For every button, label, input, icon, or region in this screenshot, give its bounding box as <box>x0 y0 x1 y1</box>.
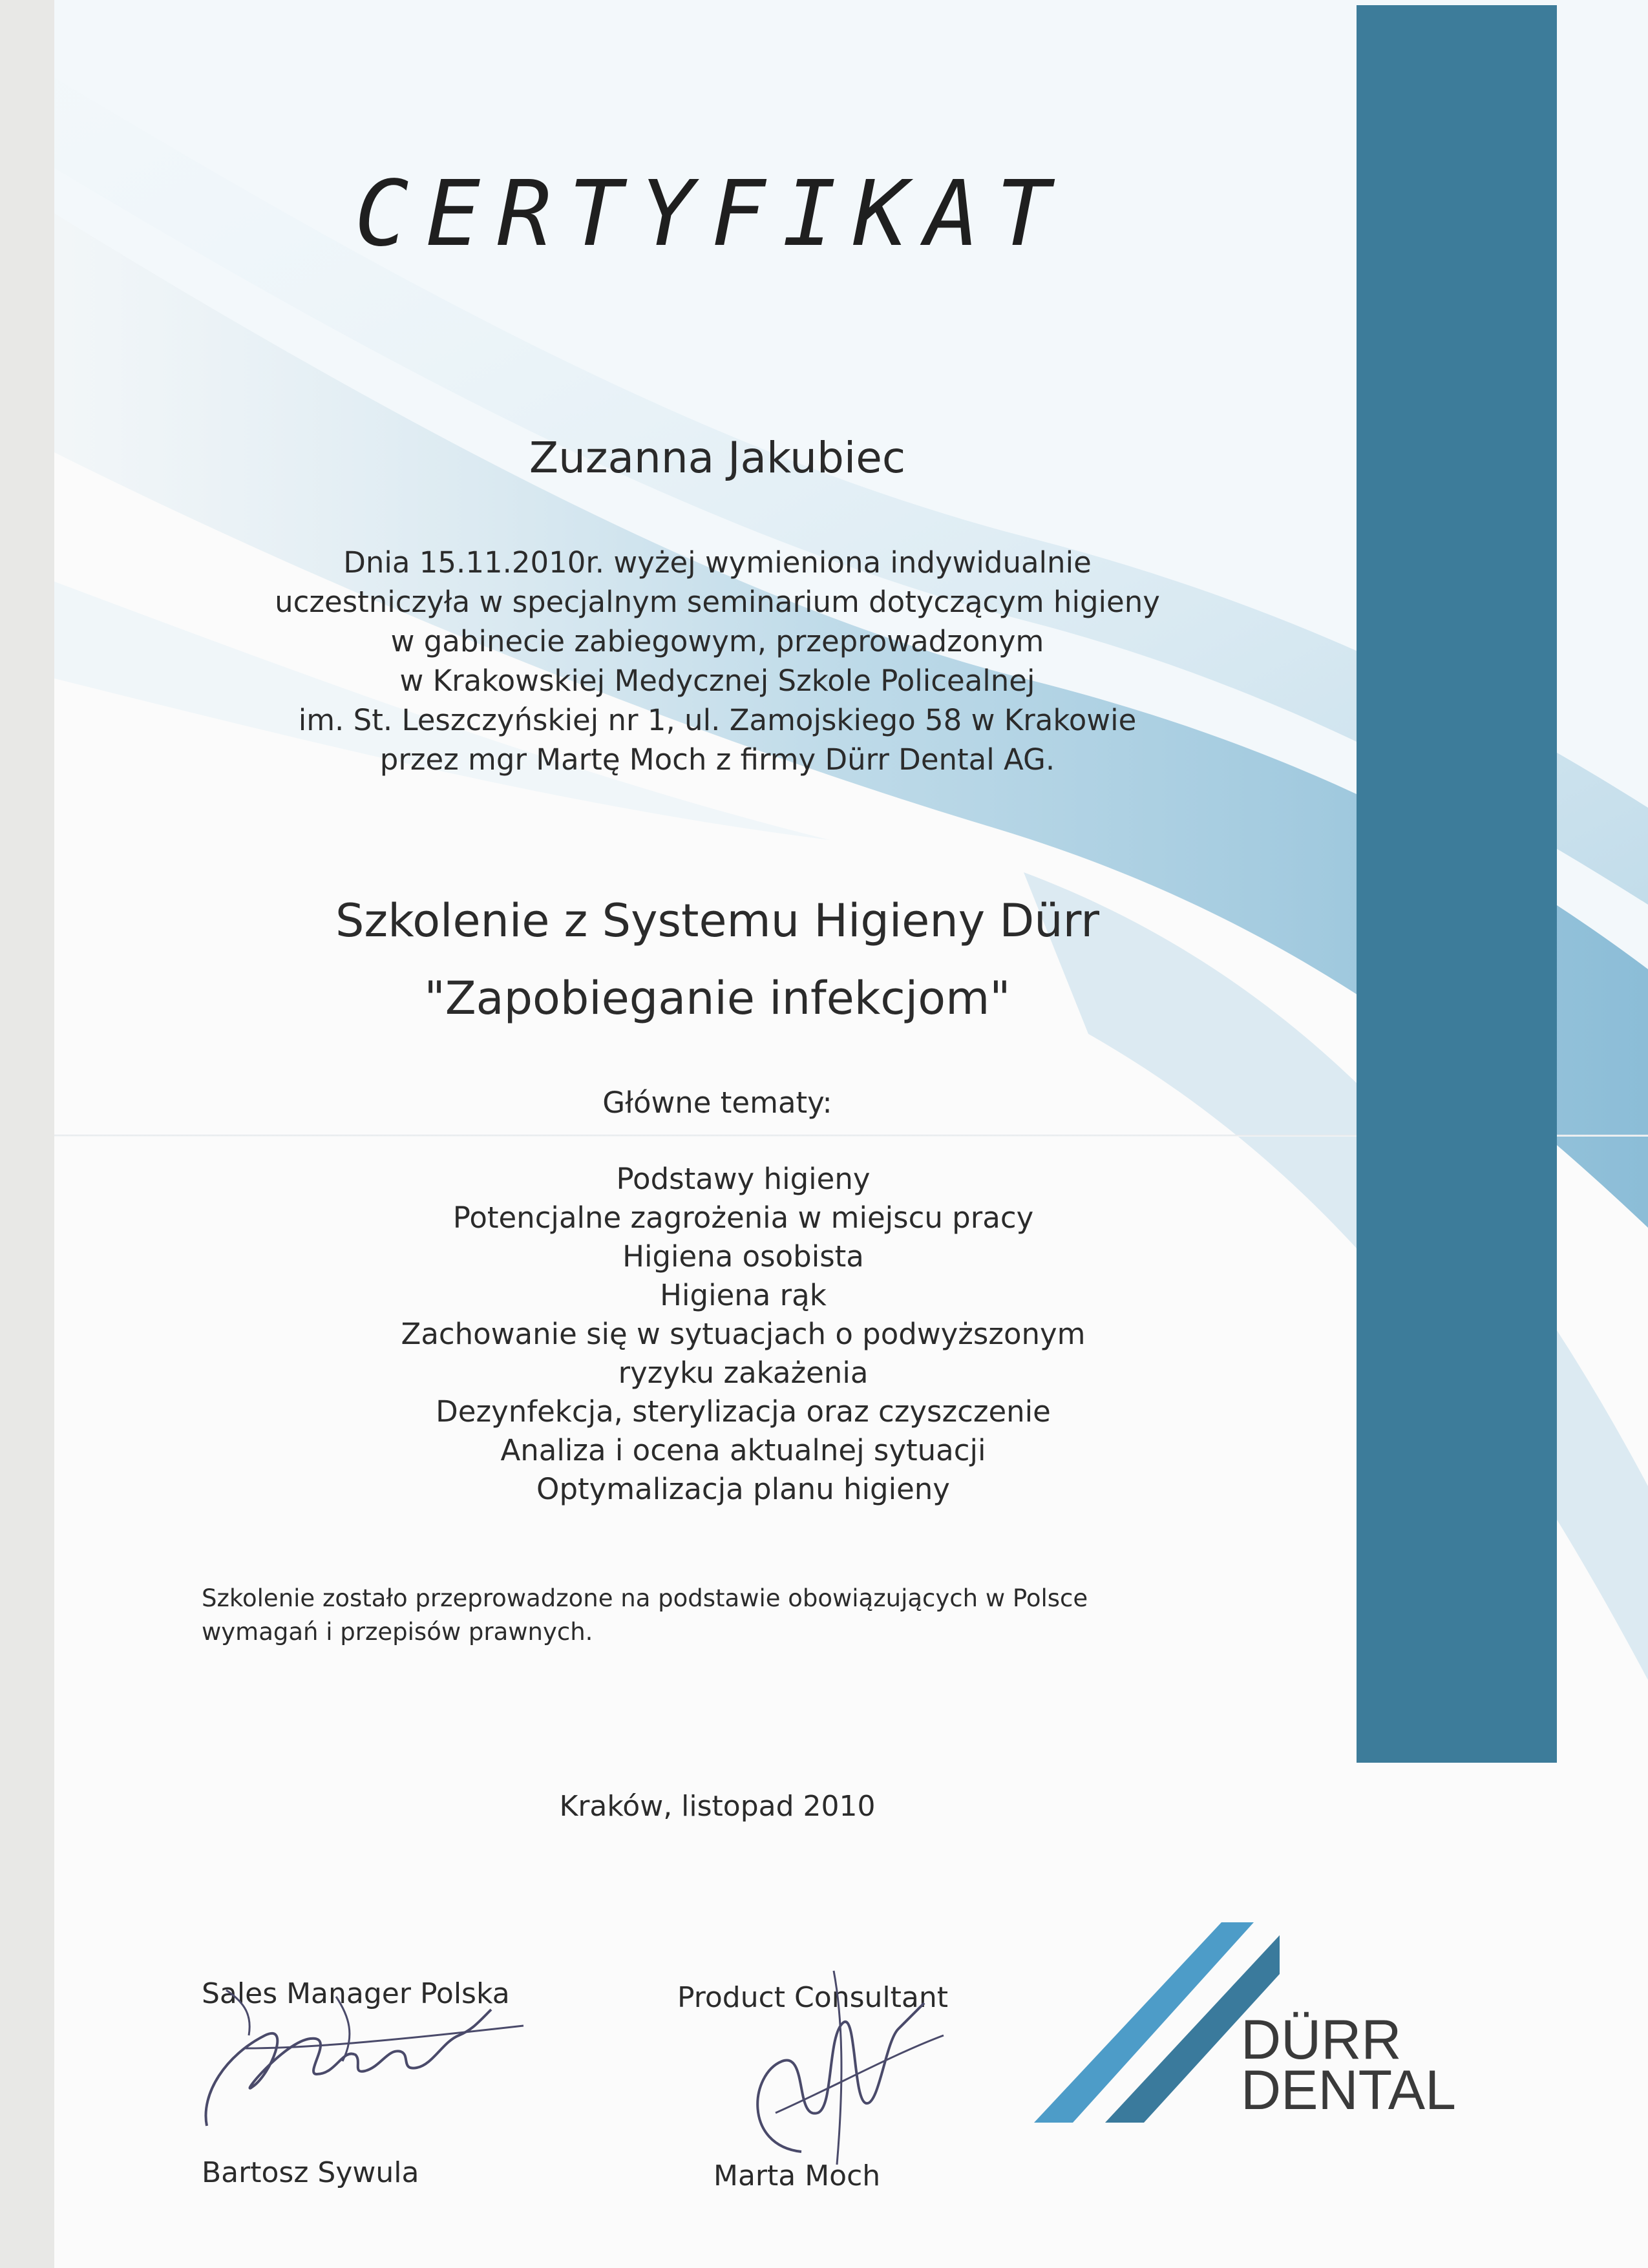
topics-heading: Główne tematy: <box>602 1086 832 1120</box>
intro-line: w gabinecie zabiegowym, przeprowadzonym <box>390 624 1044 658</box>
recipient-name: Zuzanna Jakubiec <box>529 433 906 483</box>
signatory-name-left: Bartosz Sywula <box>202 2156 419 2189</box>
course-title-line: "Zapobieganie infekcjom" <box>424 972 1011 1025</box>
topic-item: Higiena osobista <box>622 1239 864 1274</box>
intro-line: im. St. Leszczyńskiej nr 1, ul. Zamojskiego 58 w Krakowie <box>298 703 1137 737</box>
topic-item: ryzyku zakażenia <box>618 1356 869 1390</box>
intro-line: przez mgr Martę Moch z firmy Dürr Dental AG. <box>379 742 1055 777</box>
signature-right <box>704 1958 950 2178</box>
legal-line: Szkolenie zostało przeprowadzone na podstawie obowiązujących w Polsce <box>202 1584 1088 1612</box>
legal-note <box>202 1582 1210 1649</box>
place-and-date: Kraków, listopad 2010 <box>559 1790 876 1823</box>
certificate-title: CERTYFIKAT <box>354 162 1068 267</box>
topic-item: Podstawy higieny <box>616 1162 871 1196</box>
signatory-name-right: Marta Moch <box>713 2159 881 2192</box>
intro-line: uczestniczyła w specjalnym seminarium dotyczącym higieny <box>275 585 1160 619</box>
legal-line: wymagań i przepisów prawnych. <box>202 1618 593 1646</box>
topic-item: Dezynfekcja, sterylizacja oraz czyszczenie <box>436 1394 1051 1429</box>
intro-line: w Krakowskiej Medycznej Szkole Policealnej <box>399 664 1035 698</box>
course-title <box>194 882 1241 1037</box>
topic-item: Optymalizacja planu higieny <box>536 1472 950 1506</box>
certificate-sheet <box>54 0 1648 2268</box>
topic-item: Zachowanie się w sytuacjach o podwyższonym <box>401 1317 1086 1351</box>
signatory-role-right: Product Consultant <box>677 1981 948 2014</box>
signatory-role-left: Sales Manager Polska <box>202 1977 510 2010</box>
intro-paragraph <box>194 543 1241 779</box>
topic-item: Analiza i ocena aktualnej sytuacji <box>500 1433 986 1467</box>
decorative-band <box>1357 5 1557 1763</box>
signature-left <box>187 1964 549 2139</box>
topic-item: Potencjalne zagrożenia w miejscu pracy <box>452 1201 1034 1235</box>
topic-item: Higiena rąk <box>660 1278 827 1312</box>
topics-list <box>271 1160 1215 1509</box>
course-title-line: Szkolenie z Systemu Higieny Dürr <box>335 894 1099 947</box>
logo-line-1: DÜRR <box>1241 2009 1402 2071</box>
intro-line: Dnia 15.11.2010r. wyżej wymieniona indywidualnie <box>343 545 1092 580</box>
logo-line-2: DENTAL <box>1241 2059 1456 2121</box>
durr-dental-logo-text <box>1241 2009 1456 2121</box>
